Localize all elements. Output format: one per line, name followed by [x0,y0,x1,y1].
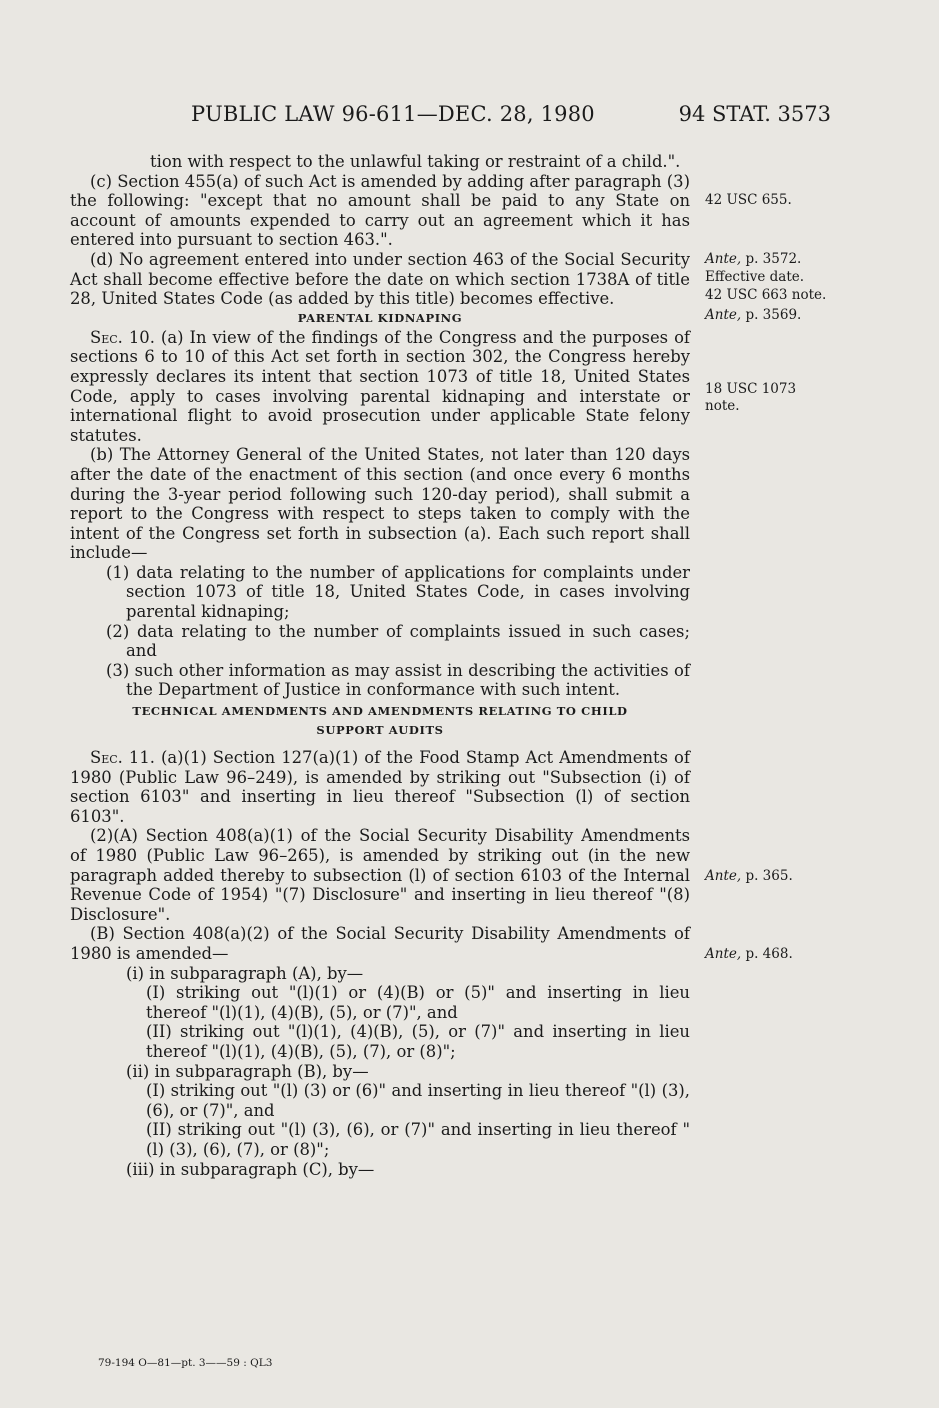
ante-label: Ante, [705,946,742,962]
running-head-title: PUBLIC LAW 96-611—DEC. 28, 1980 [191,102,595,126]
margin-note-text: p. 3569. [741,307,802,323]
margin-note [705,946,793,962]
margin-note [705,307,801,323]
section-heading: TECHNICAL AMENDMENTS AND AMENDMENTS RELATING TO CHILD [132,704,628,719]
margin-note [705,251,801,267]
margin-note: Effective date. [705,269,805,285]
paragraph-text: 11. (a)(1) Section 127(a)(1) of the Food Stamp Act Amendments of 1980 (Public Law 96–249), is amended by striking out "Subsection (i) of section 6103" and inserting in lieu thereof "Subsection (l) of section 6103". [70,748,690,826]
margin-note: note. [705,398,740,414]
margin-note-text: p. 3572. [741,251,802,267]
running-head-stat: 94 STAT. 3573 [678,102,831,126]
ante-label: Ante, [705,307,742,323]
paragraph: (d) No agreement entered into under section 463 of the Social Security Act shall become effective before the date on which section 1738A of title 28, United States Code (as added by this title) becomes effective. [70,249,690,309]
list-item: (I) striking out "(l)(1) or (4)(B) or (5)" and inserting in lieu thereof "(l)(1), (4)(B), (5), or (7)", and [146,983,690,1022]
margin-note: 42 USC 655. [705,192,792,208]
section-heading: SUPPORT AUDITS [316,723,444,738]
margin-note: 18 USC 1073 [705,381,797,397]
paragraph: (2)(A) Section 408(a)(1) of the Social Security Disability Amendments of 1980 (Public Law 96–265), is amended by striking out (in the new paragraph added thereby to subsection (l) of section 6103 of the Internal Revenue Code of 1954) "(7) Disclosure" and inserting in lieu thereof "(8) Disclosure". [70,826,690,924]
paragraph: (B) Section 408(a)(2) of the Social Security Disability Amendments of 1980 is amended— [70,924,690,963]
paragraph: tion with respect to the unlawful taking or restraint of a child.". [150,152,681,171]
list-item: (I) striking out "(l) (3) or (6)" and inserting in lieu thereof "(l) (3), (6), or (7)", and [146,1081,690,1120]
section-heading: PARENTAL KIDNAPING [297,310,463,325]
paragraph [70,328,690,446]
margin-note-text: p. 365. [741,868,793,884]
paragraph: (c) Section 455(a) of such Act is amended by adding after paragraph (3) the following: "except that no amount shall be paid to any State on account of amounts expended to carry out an agreement which it has entered into pursuant to section 463.". [70,171,690,250]
body-text [70,152,690,1179]
margin-note [705,868,793,884]
list-item: (1) data relating to the number of applications for complaints under section 1073 of title 18, United States Code, in cases involving parental kidnaping; [106,562,690,622]
section-label: Sec. [90,327,123,347]
margin-note-text: p. 468. [741,946,793,962]
margin-note: 42 USC 663 note. [705,287,827,303]
list-item: (ii) in subparagraph (B), by— [126,1061,369,1081]
list-item: (i) in subparagraph (A), by— [126,963,364,983]
print-code-footer: 79-194 O—81—pt. 3——59 : QL3 [98,1357,273,1369]
ante-label: Ante, [705,868,742,884]
list-item: (2) data relating to the number of complaints issued in such cases; and [106,621,690,661]
paragraph-text: 10. (a) In view of the findings of the Congress and the purposes of sections 6 to 10 of this Act set forth in section 302, the Congress hereby expressly declares its intent that section 1073 of title 18, United States Code, apply to cases involving parental kidnaping and interstate or international flight to avoid prosecution under applicable State felony statutes. [70,327,690,445]
list-item: (3) such other information as may assist in describing the activities of the Department of Justice in conformance with such intent. [106,660,690,700]
ante-label: Ante, [705,251,742,267]
list-item: (II) striking out "(l)(1), (4)(B), (5), or (7)" and inserting in lieu thereof "(l)(1), (4)(B), (5), (7), or (8)"; [146,1022,690,1061]
paragraph: (b) The Attorney General of the United States, not later than 120 days after the date of the enactment of this section (and once every 6 months during the 3-year period following such 120-day period), shall submit a report to the Congress with respect to steps taken to comply with the intent of the Congress set forth in subsection (a). Each such report shall include— [70,445,690,563]
list-item: (iii) in subparagraph (C), by— [126,1159,375,1179]
list-item: (II) striking out "(l) (3), (6), or (7)" and inserting in lieu thereof "(l) (3), (6), (7), or (8)"; [146,1120,690,1159]
paragraph [70,748,690,826]
section-label: Sec. [90,748,123,768]
